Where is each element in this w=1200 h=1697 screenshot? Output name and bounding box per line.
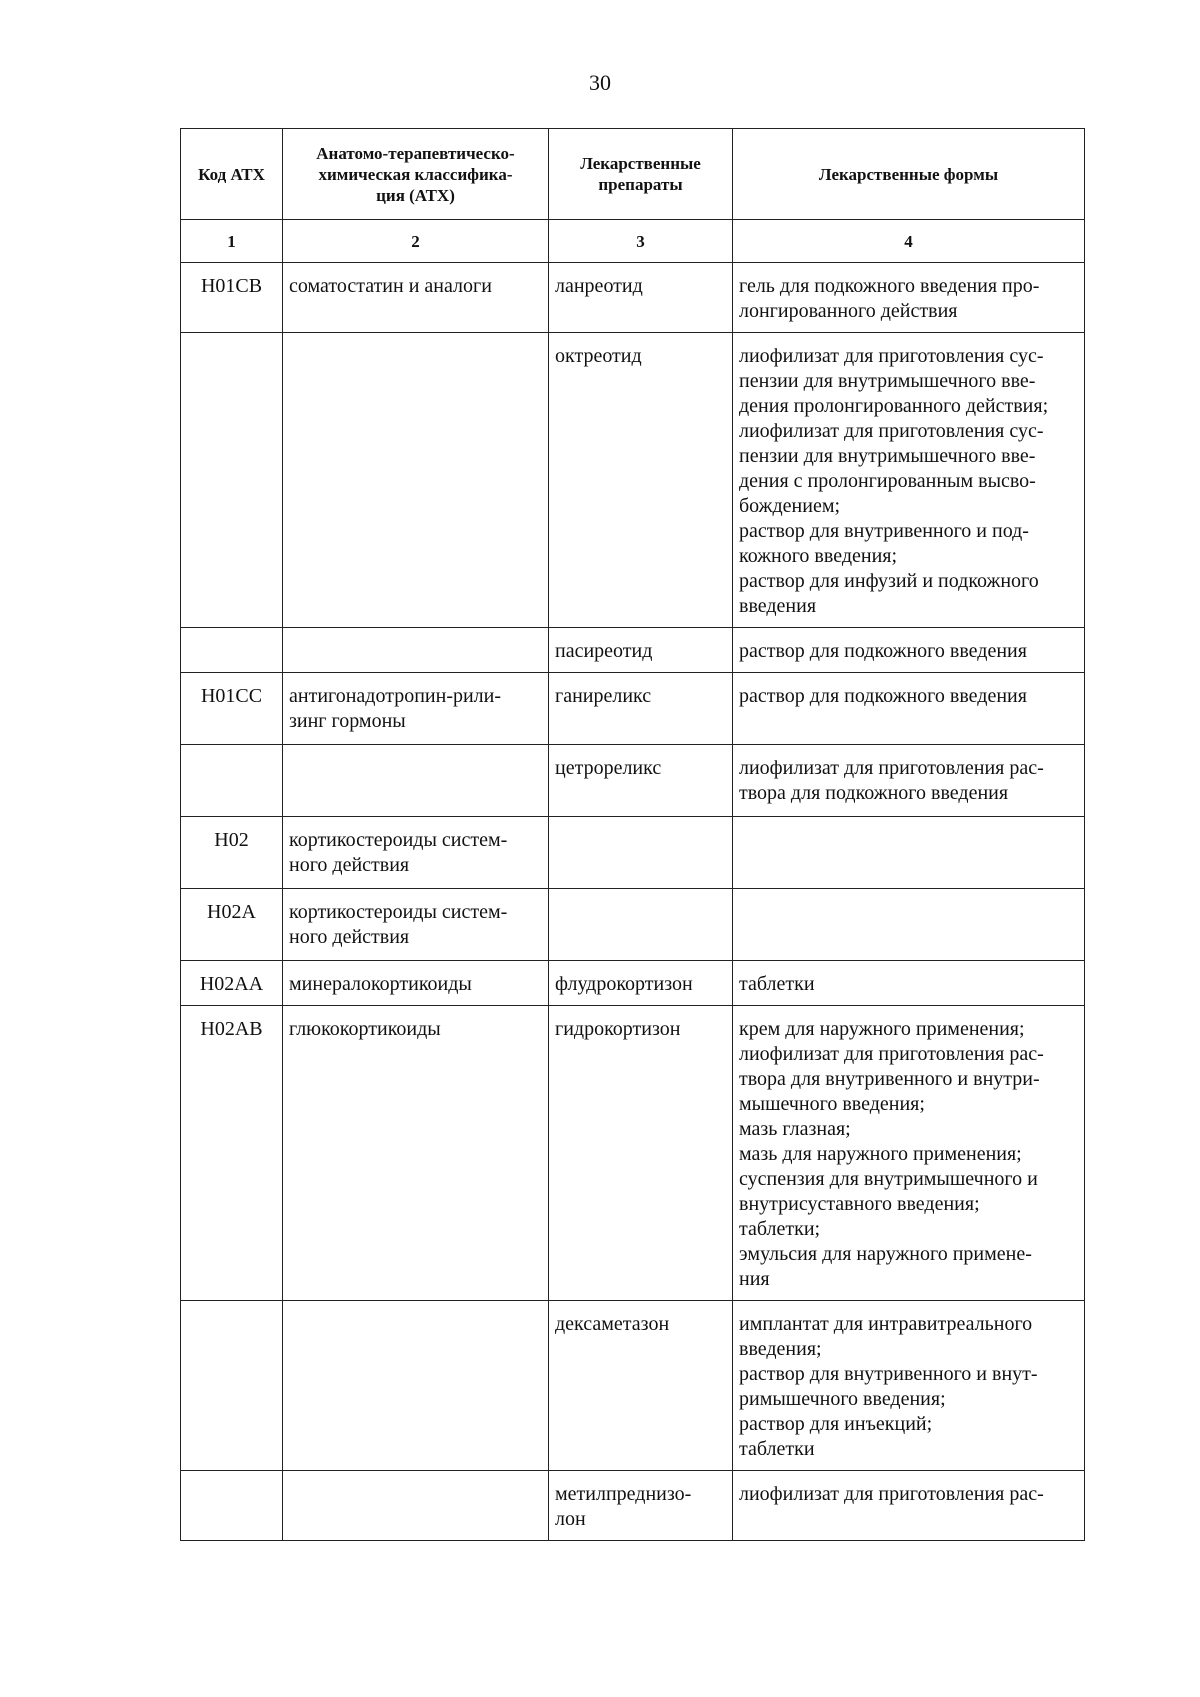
classification-cell: кортикостероиды систем- ного действия [283,889,549,961]
atx-code-cell: H01CB [181,263,283,333]
classification-cell: минералокортикоиды [283,961,549,1006]
atx-code-cell [181,1471,283,1541]
atx-code-cell: H01CC [181,673,283,745]
table-row [181,889,1085,961]
atx-code-cell: H02 [181,817,283,889]
table-row [181,333,1085,628]
drug-cell: флудрокортизон [549,961,733,1006]
classification-cell [283,1301,549,1471]
atx-drug-table [180,128,1085,1541]
drug-cell: гидрокортизон [549,1006,733,1301]
atx-code-cell [181,745,283,817]
dosage-forms-cell: таблетки [733,961,1085,1006]
atx-code-cell: H02AA [181,961,283,1006]
table-row [181,263,1085,333]
column-number-row [181,220,1085,263]
table-row [181,673,1085,745]
dosage-forms-cell: раствор для подкожного введения [733,673,1085,745]
dosage-forms-cell: лиофилизат для приготовления сус- пензии для внутримышечного вве- дения пролонгированного действия; лиофилизат для приготовления сус- пензии для внутримышечного вве- дения с пролонгированным высво- бождением; раствор для внутривенного и под- кожного введения; раствор для инфузий и подкожного введения [733,333,1085,628]
dosage-forms-cell: крем для наружного применения; лиофилизат для приготовления рас- твора для внутривенного и внутри- мышечного введения; мазь глазная; мазь для наружного применения; суспензия для внутримышечного и внутрисуставного введения; таблетки; эмульсия для наружного примене- ния [733,1006,1085,1301]
table-row [181,961,1085,1006]
table-row [181,745,1085,817]
dosage-forms-cell: имплантат для интравитреального введения; раствор для внутривенного и внут- римышечного введения; раствор для инъекций; таблетки [733,1301,1085,1471]
header-atx-code: Код АТХ [181,129,283,220]
drug-cell: дексаметазон [549,1301,733,1471]
classification-cell: соматостатин и аналоги [283,263,549,333]
drug-cell: цетрореликс [549,745,733,817]
header-drugs: Лекарственные препараты [549,129,733,220]
column-number: 1 [181,220,283,263]
dosage-forms-cell [733,889,1085,961]
column-number: 2 [283,220,549,263]
drug-cell [549,817,733,889]
table-row [181,1006,1085,1301]
drug-cell [549,889,733,961]
atx-code-cell: H02AB [181,1006,283,1301]
table-header-row [181,129,1085,220]
header-dosage-forms: Лекарственные формы [733,129,1085,220]
drug-cell: пасиреотид [549,628,733,673]
dosage-forms-cell: лиофилизат для приготовления рас- [733,1471,1085,1541]
classification-cell [283,745,549,817]
atx-code-cell [181,628,283,673]
classification-cell [283,628,549,673]
table-row [181,1471,1085,1541]
drug-cell: октреотид [549,333,733,628]
drug-cell: метилпреднизо- лон [549,1471,733,1541]
classification-cell: антигонадотропин-рили- зинг гормоны [283,673,549,745]
dosage-forms-cell [733,817,1085,889]
dosage-forms-cell: лиофилизат для приготовления рас- твора для подкожного введения [733,745,1085,817]
classification-cell: глюкокортикоиды [283,1006,549,1301]
dosage-forms-cell: раствор для подкожного введения [733,628,1085,673]
table-row [181,628,1085,673]
atx-code-cell: H02A [181,889,283,961]
table-row [181,817,1085,889]
dosage-forms-cell: гель для подкожного введения про- лонгированного действия [733,263,1085,333]
atx-code-cell [181,1301,283,1471]
drug-cell: ганиреликс [549,673,733,745]
table-row [181,1301,1085,1471]
classification-cell [283,333,549,628]
atx-code-cell [181,333,283,628]
page-number: 30 [589,70,611,95]
column-number: 4 [733,220,1085,263]
column-number: 3 [549,220,733,263]
classification-cell [283,1471,549,1541]
classification-cell: кортикостероиды систем- ного действия [283,817,549,889]
header-atx-classification: Анатомо-терапевтическо- химическая классифика- ция (АТХ) [283,129,549,220]
drug-cell: ланреотид [549,263,733,333]
